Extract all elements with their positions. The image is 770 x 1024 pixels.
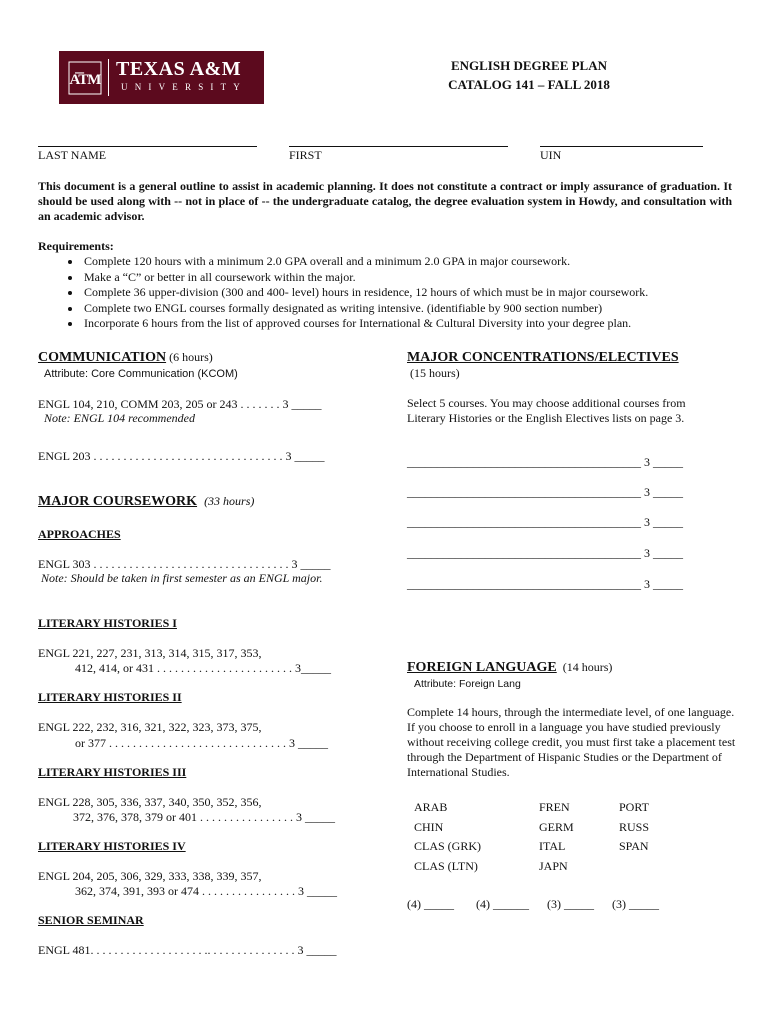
language-option: CLAS (GRK) (414, 839, 482, 853)
logo-name: TEXAS A&M (116, 58, 242, 80)
lit-histories-1-line-1: ENGL 221, 227, 231, 313, 314, 315, 317, 353, (38, 646, 262, 660)
concentrations-title: MAJOR CONCENTRATIONS/ELECTIVES (407, 350, 679, 365)
language-option: ITAL (539, 839, 566, 853)
svg-text:A͞TM: A͞TM (69, 72, 101, 88)
communication-title: COMMUNICATION (38, 350, 167, 365)
first-name-line[interactable] (289, 146, 508, 147)
lit-histories-3-line-1: ENGL 228, 305, 336, 337, 340, 350, 352, 356, (38, 795, 262, 809)
language-option: PORT (619, 800, 649, 814)
language-option: ARAB (414, 800, 448, 814)
communication-note: Note: ENGL 104 recommended (44, 411, 195, 425)
foreign-language-attribute: Attribute: Foreign Lang (414, 678, 521, 690)
page-title: ENGLISH DEGREE PLAN (450, 58, 608, 73)
lit-histories-3-line-2: 372, 376, 378, 379 or 401 . . . . . . . . . . . . . . . . 3 _____ (73, 810, 335, 824)
lit-histories-2-line-1: ENGL 222, 232, 316, 321, 322, 323, 373, 375, (38, 720, 262, 734)
communication-hours: (6 hours) (169, 350, 213, 364)
lit-histories-4-title: LITERARY HISTORIES IV (38, 839, 186, 853)
communication-course-2: ENGL 203 . . . . . . . . . . . . . . . . . . . . . . . . . . . . . . . . 3 _____ (38, 449, 325, 463)
last-name-line[interactable] (38, 146, 257, 147)
major-coursework-title: MAJOR COURSEWORK (38, 494, 198, 509)
major-coursework-hours: (33 hours) (204, 494, 255, 508)
foreign-language-title: FOREIGN LANGUAGE (407, 660, 557, 675)
requirements-list (38, 254, 738, 332)
requirement-item: • Make a “C” or better in all coursework within the major. (82, 270, 738, 286)
elective-blank-1[interactable]: _______________________________________ 3 _____ (407, 455, 683, 469)
elective-blank-2[interactable]: _______________________________________ 3 _____ (407, 485, 683, 499)
disclaimer: This document is a general outline to assist in academic planning. It does not constitute a contract or imply assurance of graduation. It should be used along with -- not in place of -- the undergraduate catalog, the degree evaluation system in Howdy, and consultation with an academic advisor. (38, 179, 732, 223)
requirement-item: • Complete 120 hours with a minimum 2.0 GPA overall and a minimum 2.0 GPA in major coursework. (82, 254, 738, 270)
language-blank-3[interactable]: (3) _____ (547, 897, 594, 911)
university-logo (59, 51, 264, 104)
language-option: SPAN (619, 839, 649, 853)
lit-histories-2-title: LITERARY HISTORIES II (38, 690, 182, 704)
atm-monogram-icon (68, 61, 102, 95)
language-option: GERM (539, 819, 574, 834)
senior-seminar-title: SENIOR SEMINAR (38, 913, 144, 927)
lit-histories-2-line-2: or 377 . . . . . . . . . . . . . . . . . . . . . . . . . . . . . . 3 _____ (75, 736, 328, 750)
atm-logo-mark (68, 61, 102, 95)
lit-histories-1-line-2: 412, 414, or 431 . . . . . . . . . . . . . . . . . . . . . . . 3_____ (75, 661, 331, 675)
requirement-item: • Complete 36 upper-division (300 and 400- level) hours in residence, 12 hours of which must be in major coursework. (82, 285, 738, 301)
logo-university: UNIVERSITY (121, 82, 247, 92)
language-option: FREN (539, 800, 570, 814)
language-option: CHIN (414, 819, 444, 834)
lit-histories-4-line-1: ENGL 204, 205, 306, 329, 333, 338, 339, 357, (38, 869, 262, 883)
logo-divider (108, 59, 109, 96)
language-option: JAPN (539, 858, 568, 873)
foreign-language-description: Complete 14 hours, through the intermediate level, of one language. If you choose to enroll in a language you have studied previously without receiving college credit, you must first take a placement test through the Department of Hispanic Studies or the Department of International Studies. (407, 705, 736, 779)
approaches-course: ENGL 303 . . . . . . . . . . . . . . . . . . . . . . . . . . . . . . . . . 3 _____ (38, 557, 331, 571)
lit-histories-3-title: LITERARY HISTORIES III (38, 765, 187, 779)
language-option: RUSS (619, 819, 650, 834)
senior-seminar-course: ENGL 481. . . . . . . . . . . . . . . . . . . .. . . . . . . . . . . . . . . 3 _____ (38, 943, 337, 957)
language-blank-1[interactable]: (4) _____ (407, 897, 454, 911)
language-column-2 (539, 798, 574, 876)
foreign-language-heading (407, 660, 612, 676)
uin-line[interactable] (540, 146, 703, 147)
approaches-note: Note: Should be taken in first semester as an ENGL major. (41, 571, 323, 585)
language-column-3 (619, 798, 649, 857)
approaches-title: APPROACHES (38, 527, 121, 541)
requirement-item: • Complete two ENGL courses formally designated as writing intensive. (identifiable by 900 section number) (82, 301, 738, 317)
language-column-1 (414, 798, 481, 876)
elective-blank-4[interactable]: _______________________________________ 3 _____ (407, 546, 683, 560)
concentrations-hours: (15 hours) (410, 366, 460, 380)
communication-attribute: Attribute: Core Communication (KCOM) (44, 368, 238, 380)
catalog-title: CATALOG 141 – FALL 2018 (448, 77, 610, 92)
major-coursework-heading (38, 494, 254, 510)
language-blank-2[interactable]: (4) ______ (476, 897, 529, 911)
first-name-label: FIRST (289, 148, 322, 162)
communication-course-1: ENGL 104, 210, COMM 203, 205 or 243 . . . . . . . 3 _____ (38, 397, 322, 411)
last-name-label: LAST NAME (38, 148, 107, 162)
communication-section-heading (38, 350, 213, 366)
concentrations-description: Select 5 courses. You may choose additional courses from Literary Histories or the English Electives lists on page 3. (407, 396, 686, 425)
lit-histories-4-line-2: 362, 374, 391, 393 or 474 . . . . . . . . . . . . . . . . 3 _____ (75, 884, 337, 898)
lit-histories-1-title: LITERARY HISTORIES I (38, 616, 177, 630)
language-option: CLAS (LTN) (414, 858, 478, 873)
requirements-heading: Requirements: (38, 239, 114, 253)
language-blank-4[interactable]: (3) _____ (612, 897, 659, 911)
requirement-item: • Incorporate 6 hours from the list of approved courses for International & Cultural Diversity into your degree plan. (82, 316, 738, 332)
foreign-language-hours: (14 hours) (562, 660, 613, 674)
elective-blank-3[interactable]: _______________________________________ 3 _____ (407, 515, 683, 529)
uin-label: UIN (540, 148, 562, 162)
elective-blank-5[interactable]: _______________________________________ 3 _____ (407, 577, 683, 591)
